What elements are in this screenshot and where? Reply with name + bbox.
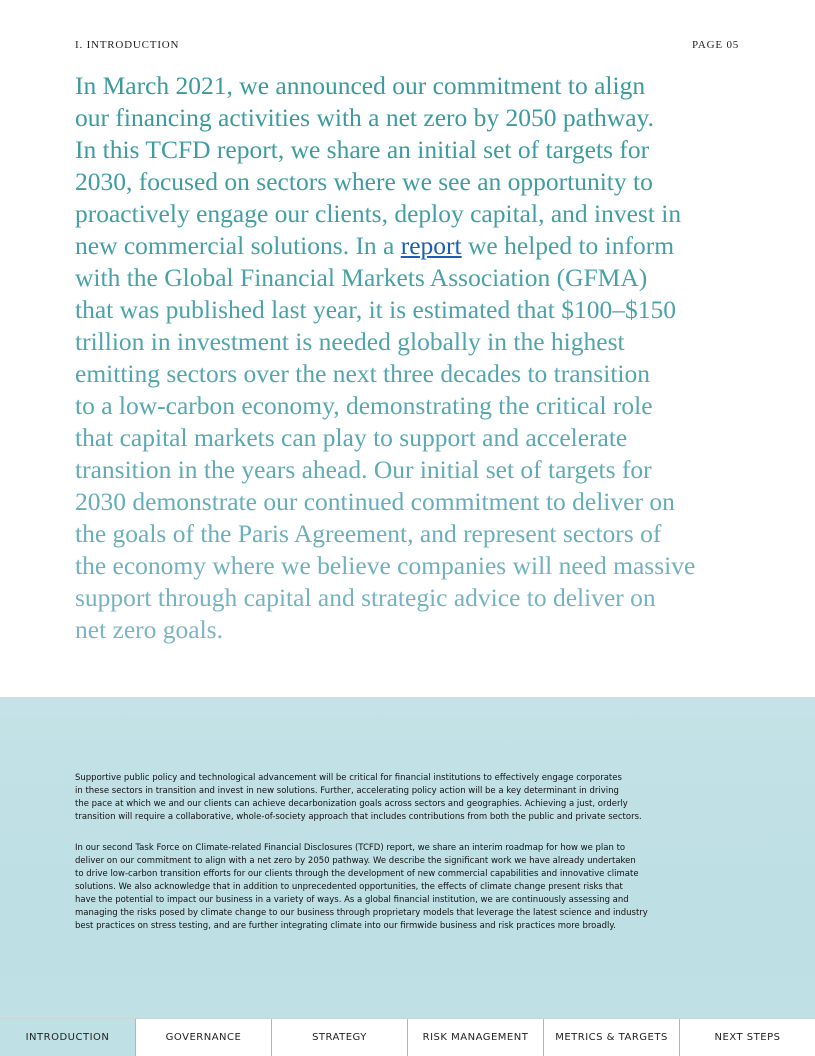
lead-line: net zero goals.	[75, 615, 223, 644]
lead-line: trillion in investment is needed globally in the highest	[75, 327, 625, 356]
lead-line: support through capital and strategic advice to deliver on	[75, 583, 656, 612]
lead-line: that was published last year, it is estimated that $100–$150	[75, 295, 676, 324]
body-line: to drive low-carbon transition efforts for our clients through the development of new commercial capabilities and innovative climate	[75, 869, 639, 879]
lead-line: that capital markets can play to support and accelerate	[75, 423, 628, 452]
lead-line: 2030, focused on sectors where we see an opportunity to	[75, 167, 653, 196]
lead-line: transition in the years ahead. Our initial set of targets for	[75, 455, 652, 484]
section-label: I. INTRODUCTION	[75, 39, 180, 51]
lead-line: emitting sectors over the next three decades to transition	[75, 359, 650, 388]
lead-line: 2030 demonstrate our continued commitment to deliver on	[75, 487, 675, 516]
lead-line: In this TCFD report, we share an initial set of targets for	[75, 135, 650, 164]
lead-paragraph	[75, 70, 740, 646]
tab-next-steps[interactable]: NEXT STEPS	[714, 1032, 781, 1043]
body-line: in these sectors in transition and invest in new solutions. Further, accelerating policy action will be a key determinant in driving	[75, 786, 619, 796]
tab-introduction[interactable]: INTRODUCTION	[0, 1019, 136, 1056]
body-line: deliver on our commitment to align with a net zero by 2050 pathway. We describe the significant work we have already undertaken	[75, 856, 636, 866]
tab-risk-management[interactable]: RISK MANAGEMENT	[408, 1019, 544, 1056]
tab-metrics-targets[interactable]: METRICS & TARGETS	[544, 1019, 680, 1056]
body-line: best practices on stress testing, and are further integrating climate into our firmwide business and risk practices more broadly.	[75, 921, 616, 931]
report-link[interactable]: report	[400, 231, 462, 260]
body-line: managing the risks posed by climate change to our business through proprietary models that leverage the latest science and industry	[75, 908, 648, 918]
body-paragraph-2	[75, 842, 725, 933]
lead-line-text: new commercial solutions. In a	[75, 231, 401, 260]
body-line: solutions. We also acknowledge that in addition to unprecedented opportunities, the effects of climate change present risks that	[75, 882, 623, 892]
body-line: have the potential to impact our business in a variety of ways. As a global financial institution, we are continuously assessing and	[75, 895, 629, 905]
tab-governance[interactable]: GOVERNANCE	[136, 1019, 272, 1056]
body-line: the pace at which we and our clients can achieve decarbonization goals across sectors and geographies. Achieving a just, orderly	[75, 799, 628, 809]
section-nav	[0, 1018, 815, 1056]
lead-line: In March 2021, we announced our commitment to align	[75, 71, 646, 100]
lead-line: the goals of the Paris Agreement, and represent sectors of	[75, 519, 662, 548]
page-number: PAGE 05	[692, 39, 740, 51]
lead-line-text: we helped to inform	[461, 231, 675, 260]
lead-line: our financing activities with a net zero by 2050 pathway.	[75, 103, 655, 132]
body-line: transition will require a collaborative, whole-of-society approach that includes contributions from both the public and private sectors.	[75, 812, 642, 822]
lead-line: with the Global Financial Markets Association (GFMA)	[75, 263, 648, 292]
lead-line	[75, 230, 740, 262]
lead-line: proactively engage our clients, deploy capital, and invest in	[75, 199, 682, 228]
body-paragraph-1	[75, 772, 725, 824]
body-line: Supportive public policy and technological advancement will be critical for financial institutions to effectively engage corporates	[75, 773, 622, 783]
lead-line: the economy where we believe companies will need massive	[75, 551, 696, 580]
lead-line: to a low-carbon economy, demonstrating the critical role	[75, 391, 653, 420]
body-line: In our second Task Force on Climate-related Financial Disclosures (TCFD) report, we share an interim roadmap for how we plan to	[75, 843, 626, 853]
tab-strategy[interactable]: STRATEGY	[272, 1019, 408, 1056]
